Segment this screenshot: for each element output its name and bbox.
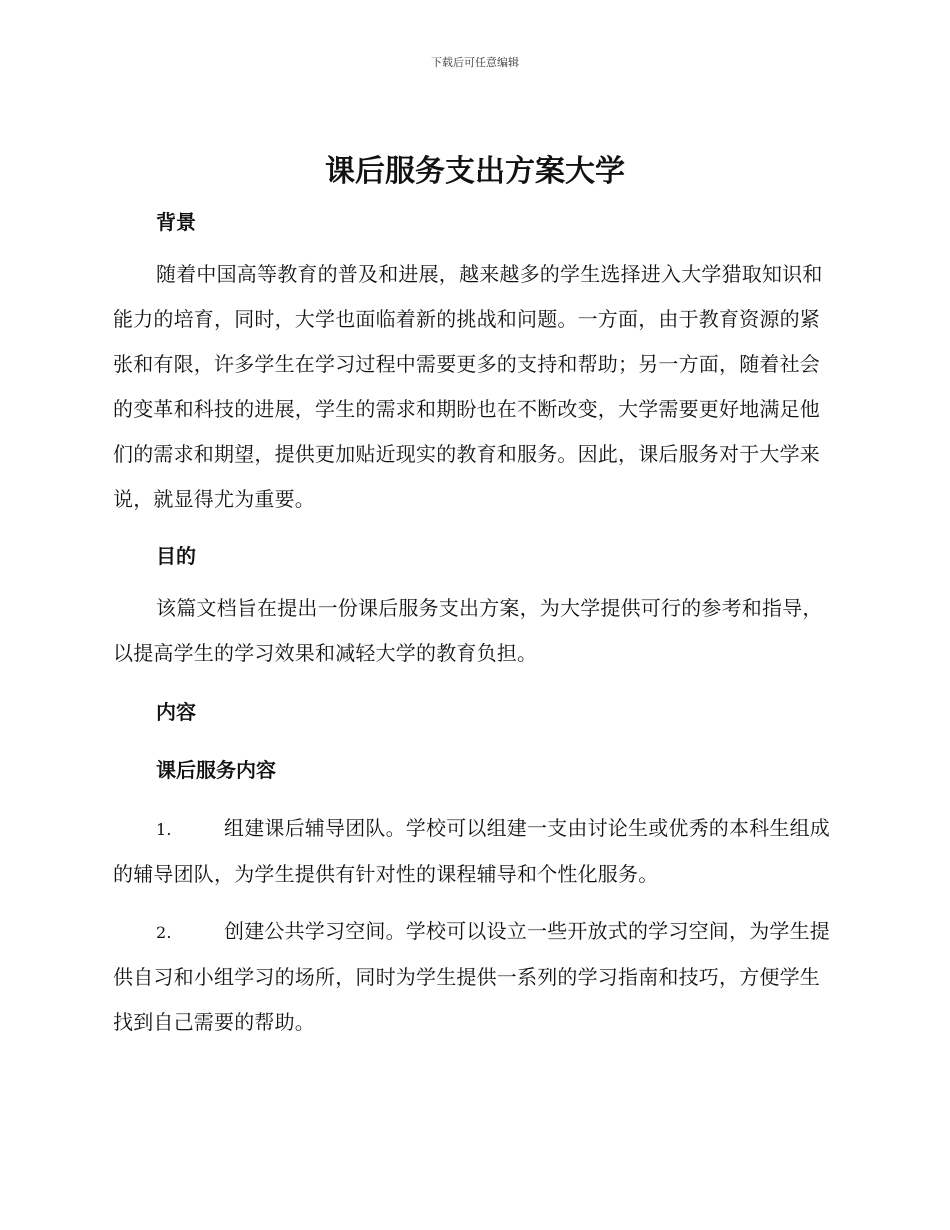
- list-item: [113, 909, 833, 1045]
- paragraph-purpose: 该篇文档旨在提出一份课后服务支出方案，为大学提供可行的参考和指导，以提高学生的学习效果和减轻大学的教育负担。: [113, 596, 823, 665]
- document-title: 课后服务支出方案大学: [325, 154, 625, 189]
- list-item-number: 2.: [156, 923, 172, 942]
- list-item-number: 1.: [156, 820, 172, 839]
- list-item: [113, 806, 833, 897]
- section-heading-purpose: 目的: [156, 544, 196, 568]
- section-heading-content: 内容: [156, 700, 196, 724]
- list-item-text: 组建课后辅导团队。学校可以组建一支由讨论生或优秀的本科生组成的辅导团队，为学生提供有针对性的课程辅导和个性化服务。: [113, 816, 830, 886]
- paragraph-background: 随着中国高等教育的普及和进展，越来越多的学生选择进入大学猎取知识和能力的培育，同时，大学也面临着新的挑战和问题。一方面，由于教育资源的紧张和有限，许多学生在学习过程中需要更多的支持和帮助；另一方面，随着社会的变革和科技的进展，学生的需求和期盼也在不断改变，大学需要更好地满足他们的需求和期望，提供更加贴近现实的教育和服务。因此，课后服务对于大学来说，就显得尤为重要。: [113, 262, 823, 511]
- subheading-service-content: 课后服务内容: [156, 758, 276, 782]
- section-heading-background: 背景: [156, 210, 196, 234]
- list-item-text: 创建公共学习空间。学校可以设立一些开放式的学习空间，为学生提供自习和小组学习的场所，同时为学生提供一系列的学习指南和技巧，方便学生找到自己需要的帮助。: [113, 919, 830, 1034]
- header-note: 下载后可任意编辑: [431, 56, 519, 69]
- document-body: [113, 200, 833, 1045]
